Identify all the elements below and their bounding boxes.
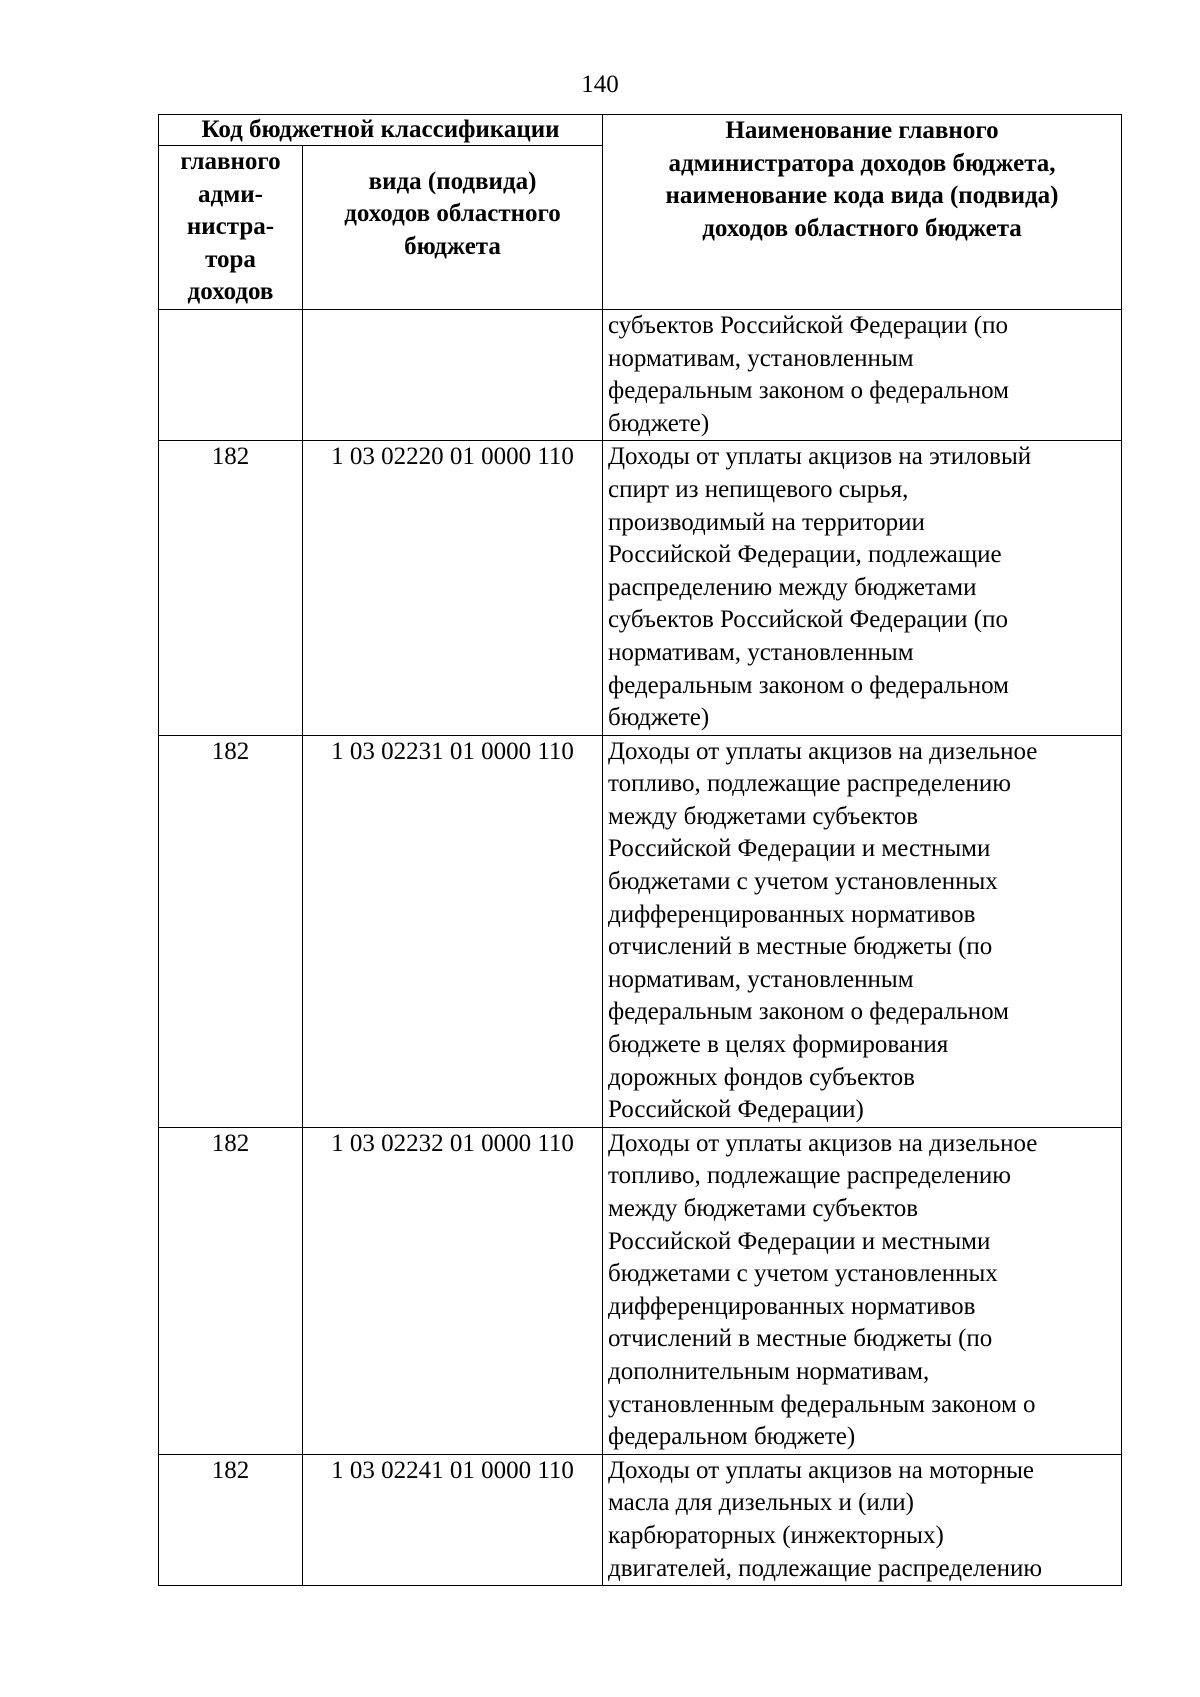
table-row — [159, 441, 1122, 735]
description-line: Доходы от уплаты акцизов на моторные — [608, 1456, 1035, 1484]
table-header — [159, 115, 1122, 310]
description-line: федеральным законом о федеральном — [608, 671, 1009, 699]
description-line: бюджете) — [608, 704, 710, 732]
description-line: субъектов Российской Федерации (по — [608, 311, 1008, 339]
income-code-cell: 1 03 02231 01 0000 110 — [303, 735, 603, 1127]
header-line: доходов областного — [344, 200, 561, 228]
description-line: субъектов Российской Федерации (по — [608, 606, 1008, 634]
description-line: нормативам, установленным — [608, 638, 914, 666]
description-line: установленным федеральным законом о — [608, 1390, 1036, 1418]
description-line: нормативам, установленным — [608, 344, 914, 372]
description-line: масла для дизельных и (или) — [608, 1489, 914, 1517]
description-line: Российской Федерации и местными — [608, 835, 991, 863]
description-line: бюджетами с учетом установленных — [608, 1260, 998, 1288]
header-line: нистра- — [186, 213, 275, 241]
description-line: Российской Федерации, подлежащие — [608, 541, 1002, 569]
income-code-cell: 1 03 02220 01 0000 110 — [303, 441, 603, 735]
income-description-cell — [603, 309, 1122, 440]
description-line: федеральным законом о федеральном — [608, 377, 1009, 405]
description-line: дополнительным нормативам, — [608, 1357, 930, 1385]
header-line: наименование кода вида (подвида) — [665, 182, 1059, 210]
table-row — [159, 735, 1122, 1127]
description-line: между бюджетами субъектов — [608, 1195, 919, 1222]
header-administrator-name — [603, 115, 1122, 310]
header-line: адми- — [198, 180, 263, 208]
header-line: тора — [205, 245, 256, 273]
description-line: Доходы от уплаты акцизов на дизельное — [608, 1129, 1038, 1157]
header-line: бюджета — [404, 232, 501, 260]
administrator-code-cell: 182 — [159, 441, 303, 735]
description-line: дифференцированных нормативов — [608, 1292, 976, 1320]
header-main-administrator — [159, 146, 303, 310]
description-line: двигателей, подлежащие распределению — [608, 1554, 1043, 1582]
header-line: доходов — [187, 278, 274, 306]
income-code-cell: 1 03 02232 01 0000 110 — [303, 1127, 603, 1454]
description-line: Доходы от уплаты акцизов на этиловый — [608, 443, 1032, 471]
income-description-cell — [603, 441, 1122, 735]
administrator-code-cell: 182 — [159, 735, 303, 1127]
description-line: распределению между бюджетами — [608, 573, 977, 601]
table-row — [159, 1127, 1122, 1454]
page-number: 140 — [581, 71, 619, 98]
description-line: Российской Федерации и местными — [608, 1227, 991, 1255]
header-line: Наименование главного — [725, 117, 999, 144]
description-line: спирт из непищевого сырья, — [608, 475, 909, 503]
table-row — [159, 1454, 1122, 1585]
description-line: производимый на территории — [608, 508, 925, 536]
description-line: отчислений в местные бюджеты (по — [608, 933, 993, 961]
income-code-cell: 1 03 02241 01 0000 110 — [303, 1454, 603, 1585]
header-line: вида (подвида) — [368, 167, 537, 195]
income-code-cell — [303, 309, 603, 440]
table-row — [159, 309, 1122, 440]
description-line: топливо, подлежащие распределению — [608, 1162, 1011, 1190]
description-line: Российской Федерации) — [608, 1096, 864, 1124]
administrator-code-cell: 182 — [159, 1454, 303, 1585]
description-line: дифференцированных нормативов — [608, 900, 976, 928]
description-line: федеральным законом о федеральном — [608, 998, 1009, 1026]
header-income-type-code — [303, 146, 603, 310]
description-line: топливо, подлежащие распределению — [608, 770, 1011, 798]
description-line: отчислений в местные бюджеты (по — [608, 1325, 993, 1353]
income-description-cell — [603, 1127, 1122, 1454]
description-line: карбюраторных (инжекторных) — [608, 1521, 944, 1549]
description-line: бюджете в целях формирования — [608, 1031, 949, 1059]
description-line: Доходы от уплаты акцизов на дизельное — [608, 737, 1038, 765]
budget-classification-table — [158, 114, 1122, 1586]
header-line: главного — [180, 148, 281, 175]
header-budget-classification-code: Код бюджетной классификации — [159, 115, 603, 146]
header-line: доходов областного бюджета — [702, 214, 1022, 242]
income-description-cell — [603, 1454, 1122, 1585]
administrator-code-cell: 182 — [159, 1127, 303, 1454]
income-description-cell — [603, 735, 1122, 1127]
description-line: бюджетами с учетом установленных — [608, 868, 998, 896]
description-line: дорожных фондов субъектов — [608, 1063, 915, 1091]
description-line: между бюджетами субъектов — [608, 802, 919, 830]
description-line: федеральном бюджете) — [608, 1423, 856, 1451]
table-body — [159, 309, 1122, 1585]
administrator-code-cell — [159, 309, 303, 440]
description-line: нормативам, установленным — [608, 965, 914, 993]
description-line: бюджете) — [608, 409, 710, 437]
header-line: администратора доходов бюджета, — [668, 149, 1056, 177]
